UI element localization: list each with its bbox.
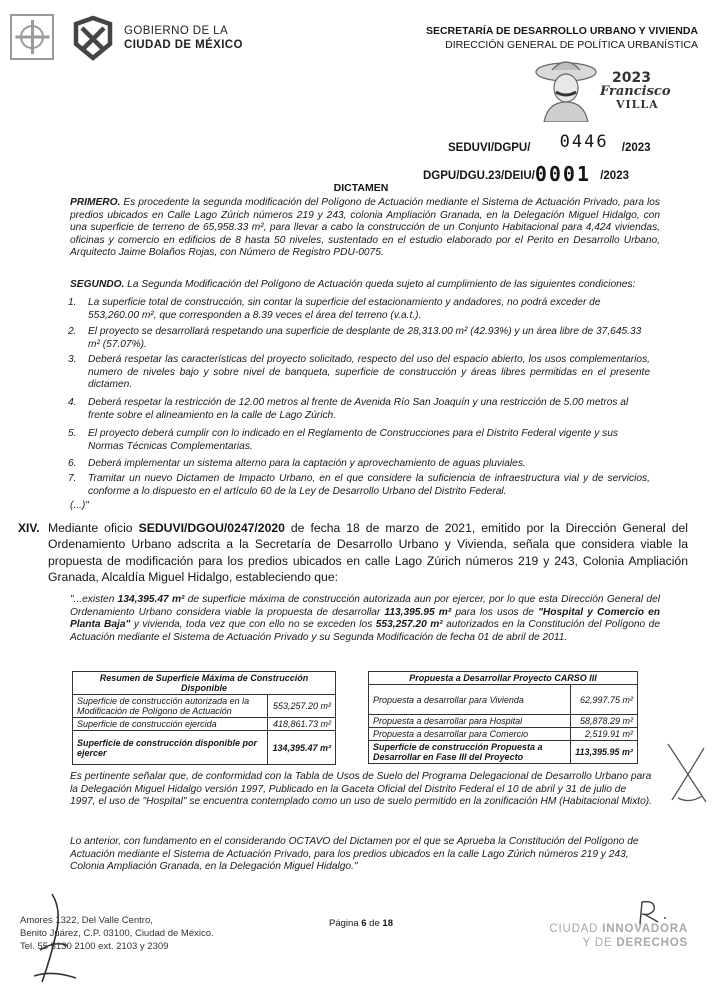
segundo-label: SEGUNDO. xyxy=(70,279,125,290)
section-xiv-paragraph xyxy=(48,520,688,585)
table-proposal xyxy=(368,671,638,764)
page-mid: de xyxy=(366,918,383,929)
table-cell-value: 2,519.91 m² xyxy=(571,728,638,741)
page-prefix: Página xyxy=(329,918,362,929)
reference-line-2 xyxy=(423,160,629,184)
page-current: 6 xyxy=(361,918,367,929)
ref-year-1: /2023 xyxy=(621,142,651,154)
condition-item xyxy=(70,297,650,322)
address-line-3: Tel. 55 5130 2100 ext. 2103 y 2309 xyxy=(20,941,169,952)
primero-label: PRIMERO. xyxy=(70,197,121,208)
escudo-logo xyxy=(10,14,54,60)
dept-line2: DIRECCIÓN GENERAL DE POLÍTICA URBANÍSTICA xyxy=(445,39,698,51)
dept-line1: SECRETARÍA DE DESARROLLO URBANO Y VIVIENDA xyxy=(425,25,698,37)
primero-text: Es procedente la segunda modificación del Polígono de Actuación mediante el Sistema de Actuación Privado, para los predios ubicados en Calle Lago Zúrich números 219 y 243, colonia Ampliación Granada, en la Delegación Miguel Hidalgo, con una superficie de terreno de 65,958.33 m², para llevar a cabo la construcción de un Conjunto Habitacional para 4,424 viviendas, oficinas y comercio en edificios de 8 hasta 50 niveles, sustentado en el estudio elaborado por el Perito en Desarrollo Urbano, Arquitecto Jaime Bolaños Rojas, con Número de Registro PDU-0075. xyxy=(70,197,660,259)
table-cell-value: 62,997.75 m² xyxy=(571,685,638,715)
condition-number: 7. xyxy=(68,473,77,484)
condition-number: 4. xyxy=(68,397,77,408)
segundo-paragraph xyxy=(70,279,660,292)
seal-year: 2023 xyxy=(612,70,651,86)
table-cell-label: Superficie de construcción ejercida xyxy=(73,718,268,731)
gov-line1: GOBIERNO DE LA xyxy=(124,25,229,37)
quote-bold-2: 113,395.95 m² xyxy=(384,606,452,618)
table-cell-label: Superficie de construcción Propuesta a Desarrollar en Fase III del Proyecto xyxy=(369,741,571,764)
condition-text: Deberá implementar un sistema alterno para la captación y aprovechamiento de aguas pluviales. xyxy=(88,458,526,469)
address-line-2: Benito Juárez, C.P. 03100, Ciudad de México. xyxy=(20,928,214,939)
xiv-text-2: de fecha 18 de marzo de 2021, emitido por la Dirección General del Ordenamiento Urbano adscrita a la Secretaría de Desarrollo Urbano y Vivienda, señala que considera viable la propuesta de modificación para los predios ubicados en calle Lago Zúrich números 219 y 243, Colonia Ampliación Granada, Alcaldía Miguel Hidalgo, estableciendo que: xyxy=(48,521,688,584)
condition-text: El proyecto deberá cumplir con lo indicado en el Reglamento de Construcciones para el Distrito Federal vigente y sus Normas Técnicas Complementarias. xyxy=(88,428,619,452)
table-cell-value: 58,878.29 m² xyxy=(571,715,638,728)
condition-item xyxy=(70,354,650,392)
condition-number: 1. xyxy=(68,297,77,308)
quote-bold-3: "Hospital y Comercio en Planta Baja" xyxy=(70,606,660,631)
table-row xyxy=(369,741,638,764)
quote-part-5: autorizados en la Constitución del Polígono de Actuación mediante el Sistema de Actuación Privado y su Segunda Modificación de fecha 01 de abril de 2011. xyxy=(70,619,660,643)
seal-name1: Francisco xyxy=(600,84,671,99)
ref-number-2: 0001 xyxy=(534,162,591,186)
ellipsis: (...)" xyxy=(70,500,89,511)
slogan-part-4: DERECHOS xyxy=(616,937,688,949)
quote-part-4: y vivienda, toda vez que con ello no se exceden los xyxy=(130,619,376,631)
portrait-icon xyxy=(534,56,604,122)
condition-text: Tramitar un nuevo Dictamen de Impacto Urbano, en el que considere la suficiencia de infraestructura vial y de servicios, conforme a lo dispuesto en el artículo 60 de la Ley de Desarrollo Urbano del Distrito Federal. xyxy=(88,473,650,497)
section-xiv-label: XIV. xyxy=(18,521,40,535)
table-row xyxy=(369,728,638,741)
table-cell-value: 113,395.95 m² xyxy=(571,741,638,764)
department-header xyxy=(426,24,698,52)
gov-name xyxy=(124,24,243,52)
condition-text: Deberá respetar las características del proyecto solicitado, respecto del uso del espacio abierto, los usos complementarios, numero de niveles bajo y sobre nivel de banqueta, superficie de construcción y áreas libres permitidas en el presente dictamen. xyxy=(88,354,650,391)
closing-paragraph-2: Lo anterior, con fundamento en el considerando OCTAVO del Dictamen por el que se Aprueba la Constitución del Polígono de Actuación mediante el Sistema de Actuación Privado, para los predios ubicados en la calle Lago Zúrich números 219 y 243, Colonia Ampliación Granada, en la Delegación Miguel Hidalgo." xyxy=(70,836,639,873)
city-slogan xyxy=(549,922,688,950)
condition-text: Deberá respetar la restricción de 12.00 metros al frente de Avenida Río San Joaquín y una restricción de 5.00 metros al frente sobre el alineamiento en la calle de Lago Zúrich. xyxy=(88,397,629,421)
table-row xyxy=(369,685,638,715)
quote-part-2: de superficie máxima de construcción autorizada aun por ejercer, por lo que esta Dirección General del Ordenamiento Urbano considera viable la propuesta de desarrollar xyxy=(70,594,660,618)
condition-number: 3. xyxy=(68,354,77,365)
condition-text: La superficie total de construcción, sin contar la superficie del estacionamiento y andadores, no podrá exceder de 553,260.00 m², que corresponden a 8.39 veces el área del terreno (v.a.t.). xyxy=(88,297,601,321)
xiv-text-1: Mediante oficio xyxy=(48,521,139,535)
table-row xyxy=(73,695,336,718)
condition-number: 5. xyxy=(68,428,77,439)
condition-item xyxy=(70,428,650,453)
condition-item xyxy=(70,397,650,422)
slogan-part-2: INNOVADORA xyxy=(602,923,688,935)
ref-year-2: /2023 xyxy=(600,170,629,182)
table-cell-label: Propuesta a desarrollar para Comercio xyxy=(369,728,571,741)
condition-item xyxy=(70,473,650,498)
condition-item xyxy=(70,326,650,351)
table-cell-value: 134,395.47 m² xyxy=(268,731,336,765)
condition-item xyxy=(70,458,650,471)
table-row xyxy=(369,715,638,728)
condition-number: 6. xyxy=(68,458,77,469)
ref-prefix-1: SEDUVI/DGPU/ xyxy=(448,142,531,154)
address-line-1: Amores 1322, Del Valle Centro, xyxy=(20,915,153,926)
quote-bold-4: 553,257.20 m² xyxy=(375,619,443,631)
ref-number-1: 0446 xyxy=(559,132,609,152)
table-cell-label: Propuesta a desarrollar para Hospital xyxy=(369,715,571,728)
villa-year-seal xyxy=(534,56,674,122)
closing-paragraph-1: Es pertinente señalar que, de conformidad con la Tabla de Usos de Suelo del Programa Delegacional de Desarrollo Urbano para la Delegación Miguel Hidalgo versión 1997, Publicado en la Gaceta Oficial del Distrito Federal el 10 de abril y 31 de julio de 1997, el uso de "Hospital" se encuentra contemplado como un uso de suelo permitido en la zonificación HM (Habitacional Mixto). xyxy=(70,771,653,808)
condition-number: 2. xyxy=(68,326,77,337)
table-right-header: Propuesta a Desarrollar Proyecto CARSO III xyxy=(369,672,638,685)
slogan-part-3: Y DE xyxy=(582,937,617,949)
dictamen-title: DICTAMEN xyxy=(333,182,389,194)
cdmx-logo xyxy=(70,14,116,62)
xiv-oficio: SEDUVI/DGOU/0247/2020 xyxy=(138,521,285,535)
quote-part-1: "...existen xyxy=(70,594,118,605)
ref-prefix-2: DGPU/DGU.23/DEIU/ xyxy=(423,170,535,182)
table-cell-label: Superficie de construcción autorizada en la Modificación de Polígono de Actuación xyxy=(73,695,268,718)
page-total: 18 xyxy=(382,918,393,929)
primero-paragraph xyxy=(70,197,660,260)
quote-bold-1: 134,395.47 m² xyxy=(117,594,185,605)
table-cell-value: 553,257.20 m² xyxy=(268,695,336,718)
gov-line2: CIUDAD DE MÉXICO xyxy=(124,39,243,51)
reference-line-1 xyxy=(448,132,651,156)
table-cell-value: 418,861.73 m² xyxy=(268,718,336,731)
condition-text: El proyecto se desarrollará respetando una superficie de desplante de 28,313.00 m² (42.93%) y un área libre de 37,645.33 m² (57.07%). xyxy=(88,326,642,350)
quote-part-3: para los usos de xyxy=(451,606,539,618)
table-left-header: Resumen de Superficie Máxima de Construcción Disponible xyxy=(73,672,336,695)
table-row xyxy=(73,731,336,765)
segundo-text: La Segunda Modificación del Polígono de Actuación queda sujeto al cumplimiento de las siguientes condiciones: xyxy=(124,279,636,290)
quote-paragraph xyxy=(70,594,660,644)
signature-mark-icon xyxy=(662,738,712,808)
table-cell-label: Superficie de construcción disponible por ejercer xyxy=(73,731,268,765)
slogan-part-1: CIUDAD xyxy=(549,923,603,935)
table-cell-label: Propuesta a desarrollar para Vivienda xyxy=(369,685,571,715)
table-available-surface xyxy=(72,671,336,765)
table-row xyxy=(73,718,336,731)
seal-name2: VILLA xyxy=(616,98,659,111)
